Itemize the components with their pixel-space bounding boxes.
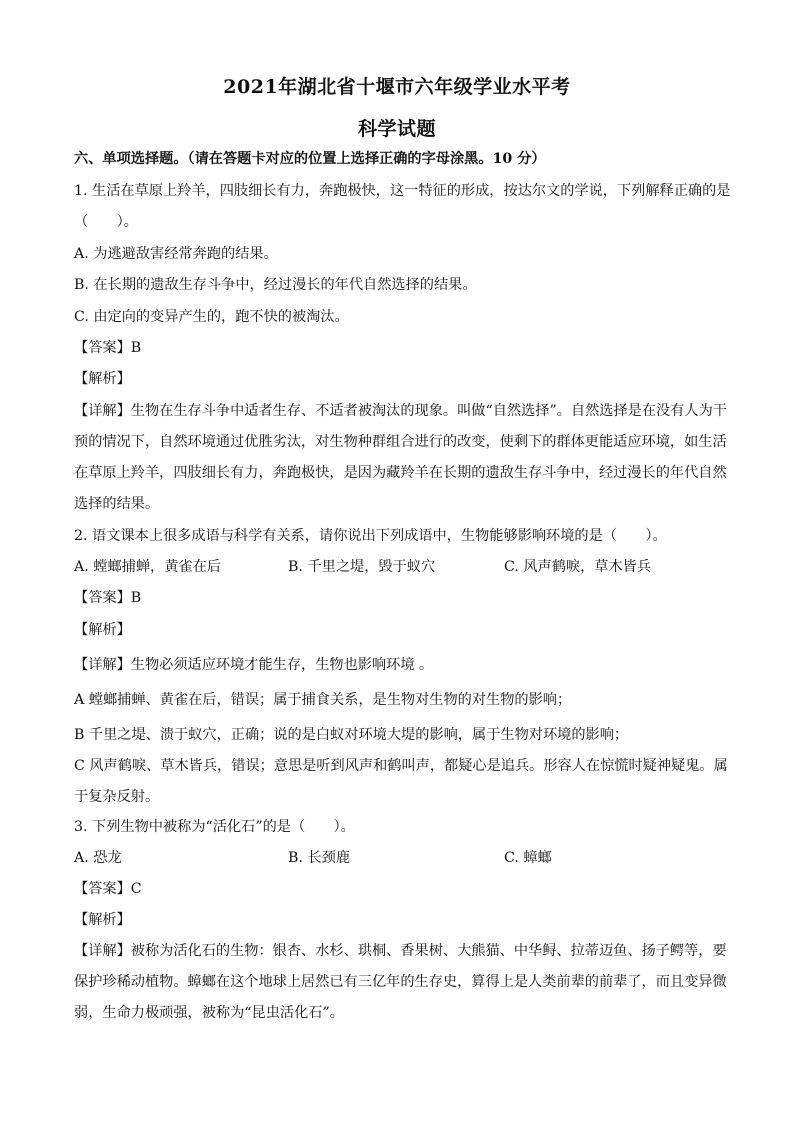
q2-option-c: C. 风声鹤唳，草木皆兵 xyxy=(504,559,652,575)
q1-answer: 【答案】B xyxy=(74,340,142,356)
page-title: 2021年湖北省十堰市六年级学业水平考 xyxy=(223,76,571,98)
q1-analysis-label: 【解析】 xyxy=(74,371,131,387)
q1-detail-line1: 【详解】生物在生存斗争中适者生存、不适者被淘汰的现象。叫做“自然选择”。自然选择是在没有人为干 xyxy=(74,403,727,419)
q2-detail-a: A 螳螂捕蝉、黄雀在后，错误；属于捕食关系，是生物对生物的对生物的影响； xyxy=(74,692,572,708)
q3-option-b: B. 长颈鹿 xyxy=(288,850,351,866)
q3-option-c: C. 蟑螂 xyxy=(504,850,552,866)
q2-detail-c-line2: 于复杂反射。 xyxy=(74,789,160,805)
q3-analysis-label: 【解析】 xyxy=(74,912,131,928)
q2-detail-c-line1: C 风声鹤唳、草木皆兵，错误；意思是听到风声和鹤叫声，都疑心是追兵。形容人在惊慌时疑神疑鬼。属 xyxy=(74,758,728,774)
page-subtitle: 科学试题 xyxy=(357,118,436,140)
q3-detail-line1: 【详解】被称为活化石的生物：银杏、水杉、珙桐、香果树、大熊猫、中华鲟、拉蒂迈鱼、扬子鳄等，要 xyxy=(74,943,727,959)
q2-option-a: A. 螳螂捕蝉，黄雀在后 xyxy=(74,559,221,575)
q1-option-a: A. 为逃避敌害经常奔跑的结果。 xyxy=(74,246,278,262)
q1-detail-line3: 在草原上羚羊，四肢细长有力，奔跑极快，是因为藏羚羊在长期的遗敌生存斗争中，经过漫长的年代自然 xyxy=(74,465,727,481)
q1-option-c: C. 由定向的变异产生的，跑不快的被淘汰。 xyxy=(74,309,349,325)
q2-analysis-label: 【解析】 xyxy=(74,622,131,638)
q1-stem-line1: 1. 生活在草原上羚羊，四肢细长有力，奔跑极快，这一特征的形成，按达尔文的学说，下列解释正确的是 xyxy=(74,183,731,199)
q3-answer: 【答案】C xyxy=(74,881,142,897)
q1-stem-line2: （ ）。 xyxy=(74,214,138,230)
q2-option-b: B. 千里之堤，毁于蚁穴 xyxy=(288,559,436,575)
q3-option-a: A. 恐龙 xyxy=(74,850,122,866)
q3-detail-line3: 弱，生命力极顽强，被称为“昆虫活化石”。 xyxy=(74,1005,344,1021)
q2-answer: 【答案】B xyxy=(74,590,142,606)
q2-detail-line1: 【详解】生物必须适应环境才能生存，生物也影响环境 。 xyxy=(74,657,434,673)
q1-detail-line4: 选择的结果。 xyxy=(74,496,160,512)
q3-stem: 3. 下列生物中被称为“活化石”的是（ ）。 xyxy=(74,819,355,835)
q2-detail-b: B 千里之堤、溃于蚁穴，正确；说的是白蚁对环境大堤的影响，属于生物对环境的影响； xyxy=(74,727,629,743)
q3-detail-line2: 保护珍稀动植物。蟑螂在这个地球上居然已有三亿年的生存史，算得上是人类前辈的前辈了，而且变异微 xyxy=(74,974,727,990)
q1-detail-line2: 预的情况下，自然环境通过优胜劣汰，对生物种群组合进行的改变，使剩下的群体更能适应环境，如生活 xyxy=(74,434,727,450)
q2-stem: 2. 语文课本上很多成语与科学有关系，请你说出下列成语中，生物能够影响环境的是（ ）。 xyxy=(74,528,667,544)
section-header: 六、单项选择题。（请在答题卡对应的位置上选择正确的字母涂黑。10 分） xyxy=(74,151,546,167)
q1-option-b: B. 在长期的遗敌生存斗争中，经过漫长的年代自然选择的结果。 xyxy=(74,277,477,293)
